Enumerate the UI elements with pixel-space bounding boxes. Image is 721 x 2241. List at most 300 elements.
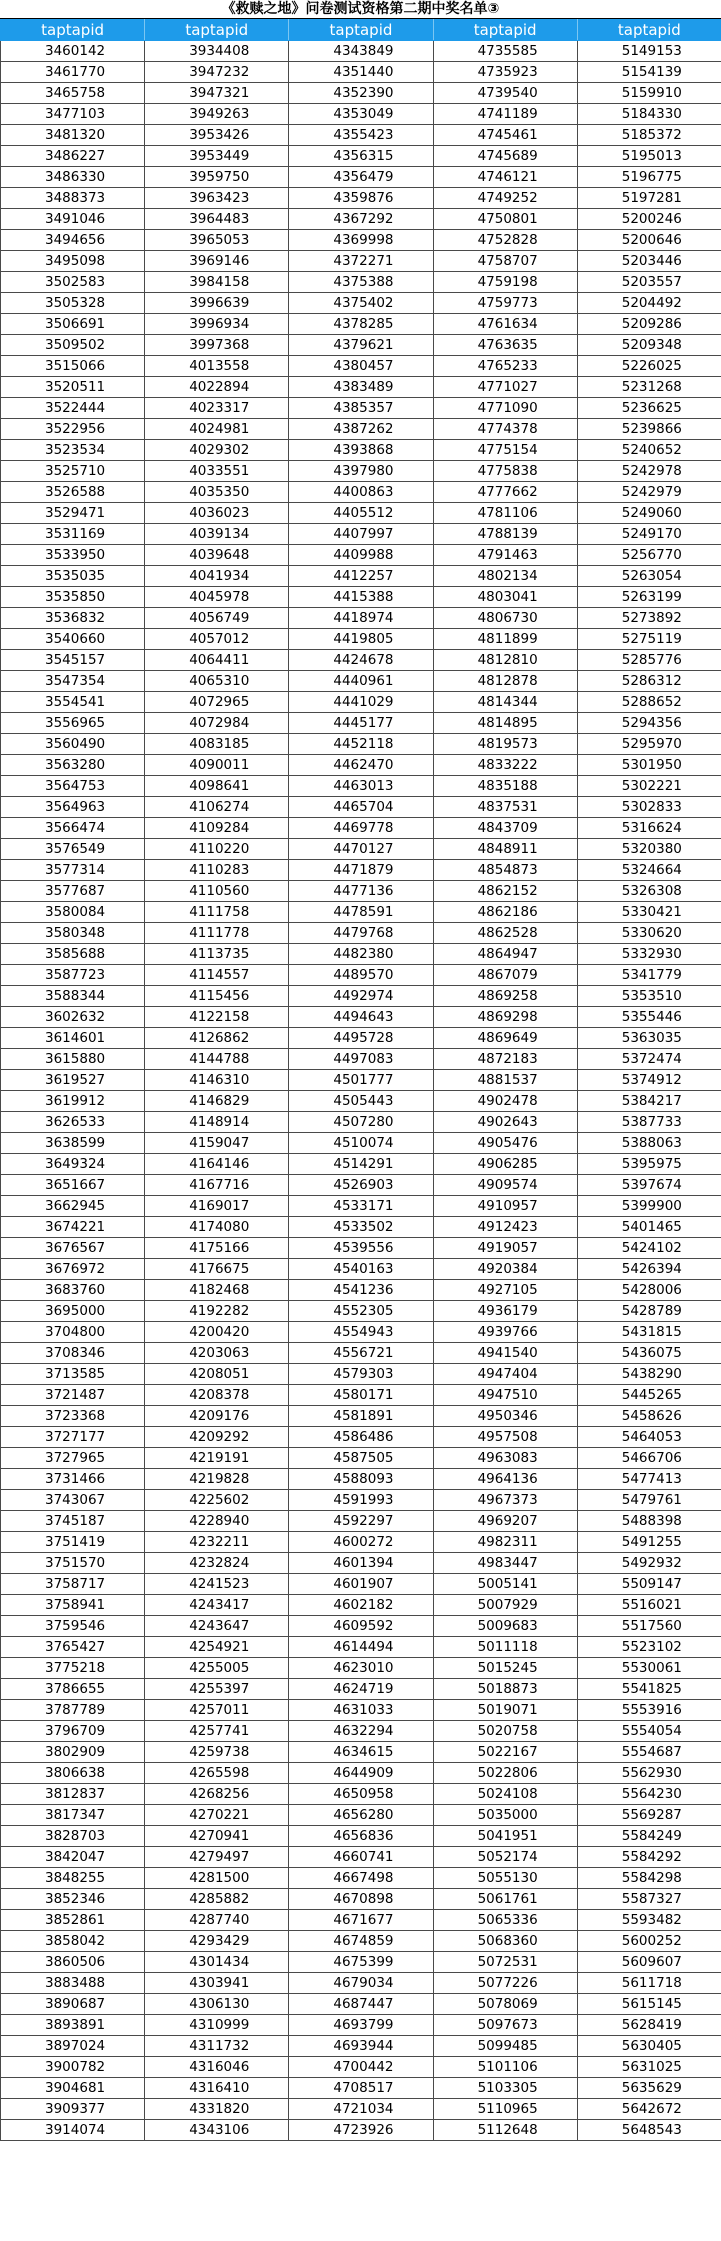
taptapid-cell: 4445177 — [289, 713, 433, 734]
taptapid-cell: 5458626 — [577, 1406, 721, 1427]
taptapid-cell: 4418974 — [289, 608, 433, 629]
taptapid-cell: 3662945 — [1, 1196, 145, 1217]
taptapid-cell: 3969146 — [145, 251, 289, 272]
taptapid-cell: 5492932 — [577, 1553, 721, 1574]
taptapid-cell: 4765233 — [433, 356, 577, 377]
taptapid-cell: 3996639 — [145, 293, 289, 314]
taptapid-cell: 5242978 — [577, 461, 721, 482]
taptapid-cell: 3588344 — [1, 986, 145, 1007]
table-row — [1, 377, 721, 398]
taptapid-cell: 5541825 — [577, 1679, 721, 1700]
taptapid-cell: 3615880 — [1, 1049, 145, 1070]
taptapid-cell: 4872183 — [433, 1049, 577, 1070]
taptapid-cell: 3959750 — [145, 167, 289, 188]
taptapid-cell: 3806638 — [1, 1763, 145, 1784]
table-row — [1, 482, 721, 503]
taptapid-cell: 3676972 — [1, 1259, 145, 1280]
taptapid-cell: 5363035 — [577, 1028, 721, 1049]
taptapid-cell: 4397980 — [289, 461, 433, 482]
table-row — [1, 1364, 721, 1385]
taptapid-cell: 5055130 — [433, 1868, 577, 1889]
table-row — [1, 104, 721, 125]
taptapid-cell: 5159910 — [577, 83, 721, 104]
table-row — [1, 1889, 721, 1910]
table-row — [1, 2015, 721, 2036]
taptapid-cell: 4343106 — [145, 2120, 289, 2141]
taptapid-cell: 4407997 — [289, 524, 433, 545]
taptapid-cell: 3491046 — [1, 209, 145, 230]
table-row — [1, 83, 721, 104]
table-row — [1, 566, 721, 587]
taptapid-cell: 4111778 — [145, 923, 289, 944]
table-row — [1, 1406, 721, 1427]
taptapid-cell: 4910957 — [433, 1196, 577, 1217]
table-row — [1, 734, 721, 755]
taptapid-cell: 4225602 — [145, 1490, 289, 1511]
taptapid-cell: 3751570 — [1, 1553, 145, 1574]
taptapid-cell: 4867079 — [433, 965, 577, 986]
taptapid-cell: 4947404 — [433, 1364, 577, 1385]
taptapid-cell: 4083185 — [145, 734, 289, 755]
taptapid-cell: 4148914 — [145, 1112, 289, 1133]
taptapid-cell: 4745461 — [433, 125, 577, 146]
table-row — [1, 818, 721, 839]
taptapid-cell: 4947510 — [433, 1385, 577, 1406]
taptapid-cell: 3495098 — [1, 251, 145, 272]
taptapid-cell: 4111758 — [145, 902, 289, 923]
taptapid-cell: 3964483 — [145, 209, 289, 230]
table-row — [1, 503, 721, 524]
table-row — [1, 356, 721, 377]
taptapid-cell: 3775218 — [1, 1658, 145, 1679]
taptapid-cell: 4232824 — [145, 1553, 289, 1574]
taptapid-cell: 4303941 — [145, 1973, 289, 1994]
taptapid-cell: 3852861 — [1, 1910, 145, 1931]
taptapid-cell: 5523102 — [577, 1637, 721, 1658]
taptapid-cell: 4749252 — [433, 188, 577, 209]
taptapid-cell: 4415388 — [289, 587, 433, 608]
taptapid-cell: 4591993 — [289, 1490, 433, 1511]
table-row — [1, 1700, 721, 1721]
taptapid-cell: 4602182 — [289, 1595, 433, 1616]
taptapid-cell: 4470127 — [289, 839, 433, 860]
taptapid-cell: 5388063 — [577, 1133, 721, 1154]
taptapid-cell: 3587723 — [1, 965, 145, 986]
taptapid-cell: 5372474 — [577, 1049, 721, 1070]
taptapid-cell: 4469778 — [289, 818, 433, 839]
taptapid-cell: 5101106 — [433, 2057, 577, 2078]
taptapid-cell: 4656836 — [289, 1826, 433, 1847]
taptapid-cell: 4586486 — [289, 1427, 433, 1448]
taptapid-cell: 5553916 — [577, 1700, 721, 1721]
taptapid-cell: 5341779 — [577, 965, 721, 986]
taptapid-cell: 5584292 — [577, 1847, 721, 1868]
taptapid-cell: 4494643 — [289, 1007, 433, 1028]
taptapid-cell: 4902478 — [433, 1091, 577, 1112]
taptapid-cell: 5286312 — [577, 671, 721, 692]
table-row — [1, 1973, 721, 1994]
table-row — [1, 2078, 721, 2099]
taptapid-cell: 4270941 — [145, 1826, 289, 1847]
taptapid-cell: 4310999 — [145, 2015, 289, 2036]
table-row — [1, 188, 721, 209]
taptapid-cell: 5007929 — [433, 1595, 577, 1616]
taptapid-cell: 4501777 — [289, 1070, 433, 1091]
taptapid-cell: 3533950 — [1, 545, 145, 566]
taptapid-cell: 3934408 — [145, 41, 289, 62]
table-row — [1, 755, 721, 776]
taptapid-cell: 4741189 — [433, 104, 577, 125]
taptapid-cell: 3817347 — [1, 1805, 145, 1826]
table-row — [1, 146, 721, 167]
taptapid-cell: 4814895 — [433, 713, 577, 734]
taptapid-cell: 4581891 — [289, 1406, 433, 1427]
taptapid-cell: 5065336 — [433, 1910, 577, 1931]
taptapid-cell: 4854873 — [433, 860, 577, 881]
taptapid-cell: 5517560 — [577, 1616, 721, 1637]
taptapid-cell: 4090011 — [145, 755, 289, 776]
taptapid-cell: 3461770 — [1, 62, 145, 83]
taptapid-cell: 4700442 — [289, 2057, 433, 2078]
taptapid-cell: 3563280 — [1, 755, 145, 776]
taptapid-cell: 4359876 — [289, 188, 433, 209]
table-row — [1, 1238, 721, 1259]
taptapid-cell: 4939766 — [433, 1322, 577, 1343]
taptapid-cell: 5424102 — [577, 1238, 721, 1259]
taptapid-cell: 3506691 — [1, 314, 145, 335]
taptapid-cell: 5587327 — [577, 1889, 721, 1910]
taptapid-cell: 3721487 — [1, 1385, 145, 1406]
table-row — [1, 1490, 721, 1511]
taptapid-cell: 4912423 — [433, 1217, 577, 1238]
taptapid-cell: 3545157 — [1, 650, 145, 671]
taptapid-cell: 4819573 — [433, 734, 577, 755]
taptapid-cell: 3556965 — [1, 713, 145, 734]
taptapid-cell: 5491255 — [577, 1532, 721, 1553]
table-row — [1, 902, 721, 923]
taptapid-cell: 5399900 — [577, 1196, 721, 1217]
taptapid-cell: 5477413 — [577, 1469, 721, 1490]
taptapid-cell: 5562930 — [577, 1763, 721, 1784]
taptapid-cell: 5397674 — [577, 1175, 721, 1196]
taptapid-cell: 3858042 — [1, 1931, 145, 1952]
taptapid-cell: 4837531 — [433, 797, 577, 818]
taptapid-cell: 4254921 — [145, 1637, 289, 1658]
taptapid-cell: 4146829 — [145, 1091, 289, 1112]
taptapid-cell: 4114557 — [145, 965, 289, 986]
table-row — [1, 398, 721, 419]
taptapid-cell: 5203557 — [577, 272, 721, 293]
taptapid-cell: 3953449 — [145, 146, 289, 167]
taptapid-cell: 5209348 — [577, 335, 721, 356]
table-row — [1, 1616, 721, 1637]
taptapid-cell: 4241523 — [145, 1574, 289, 1595]
taptapid-cell: 4670898 — [289, 1889, 433, 1910]
taptapid-cell: 5110965 — [433, 2099, 577, 2120]
table-row — [1, 1763, 721, 1784]
taptapid-cell: 3481320 — [1, 125, 145, 146]
taptapid-cell: 4301434 — [145, 1952, 289, 1973]
taptapid-cell: 4864947 — [433, 944, 577, 965]
taptapid-cell: 4675399 — [289, 1952, 433, 1973]
table-row — [1, 230, 721, 251]
taptapid-cell: 5209286 — [577, 314, 721, 335]
taptapid-cell: 4219828 — [145, 1469, 289, 1490]
taptapid-cell: 4957508 — [433, 1427, 577, 1448]
taptapid-cell: 4623010 — [289, 1658, 433, 1679]
taptapid-cell: 3614601 — [1, 1028, 145, 1049]
taptapid-cell: 5530061 — [577, 1658, 721, 1679]
taptapid-cell: 3523534 — [1, 440, 145, 461]
taptapid-cell: 5374912 — [577, 1070, 721, 1091]
taptapid-cell: 3554541 — [1, 692, 145, 713]
table-row — [1, 1910, 721, 1931]
taptapid-cell: 4631033 — [289, 1700, 433, 1721]
table-row — [1, 1658, 721, 1679]
taptapid-cell: 5316624 — [577, 818, 721, 839]
taptapid-cell: 5431815 — [577, 1322, 721, 1343]
taptapid-cell: 4964136 — [433, 1469, 577, 1490]
table-row — [1, 1322, 721, 1343]
taptapid-cell: 4723926 — [289, 2120, 433, 2141]
taptapid-cell: 4862186 — [433, 902, 577, 923]
taptapid-cell: 4963083 — [433, 1448, 577, 1469]
taptapid-cell: 5196775 — [577, 167, 721, 188]
taptapid-cell: 5330620 — [577, 923, 721, 944]
taptapid-cell: 5611718 — [577, 1973, 721, 1994]
column-header: taptapid — [1, 20, 145, 41]
taptapid-cell: 4761634 — [433, 314, 577, 335]
taptapid-cell: 4693944 — [289, 2036, 433, 2057]
taptapid-cell: 3619912 — [1, 1091, 145, 1112]
taptapid-cell: 5428789 — [577, 1301, 721, 1322]
taptapid-cell: 5200646 — [577, 230, 721, 251]
table-row — [1, 1196, 721, 1217]
taptapid-cell: 4580171 — [289, 1385, 433, 1406]
taptapid-cell: 4045978 — [145, 587, 289, 608]
taptapid-cell: 4674859 — [289, 1931, 433, 1952]
taptapid-cell: 3787789 — [1, 1700, 145, 1721]
table-row — [1, 776, 721, 797]
taptapid-cell: 3676567 — [1, 1238, 145, 1259]
taptapid-cell: 4255397 — [145, 1679, 289, 1700]
taptapid-cell: 4463013 — [289, 776, 433, 797]
taptapid-cell: 5061761 — [433, 1889, 577, 1910]
taptapid-cell: 3713585 — [1, 1364, 145, 1385]
taptapid-cell: 4255005 — [145, 1658, 289, 1679]
taptapid-cell: 5009683 — [433, 1616, 577, 1637]
table-row — [1, 1511, 721, 1532]
taptapid-cell: 3731466 — [1, 1469, 145, 1490]
taptapid-cell: 4351440 — [289, 62, 433, 83]
taptapid-cell: 5035000 — [433, 1805, 577, 1826]
taptapid-cell: 4774378 — [433, 419, 577, 440]
table-row — [1, 671, 721, 692]
taptapid-cell: 4632294 — [289, 1721, 433, 1742]
taptapid-cell: 4759773 — [433, 293, 577, 314]
taptapid-cell: 4478591 — [289, 902, 433, 923]
taptapid-cell: 4419805 — [289, 629, 433, 650]
taptapid-cell: 3883488 — [1, 1973, 145, 1994]
taptapid-cell: 5204492 — [577, 293, 721, 314]
taptapid-cell: 4909574 — [433, 1175, 577, 1196]
taptapid-cell: 3560490 — [1, 734, 145, 755]
taptapid-cell: 4169017 — [145, 1196, 289, 1217]
taptapid-cell: 3535850 — [1, 587, 145, 608]
taptapid-cell: 4588093 — [289, 1469, 433, 1490]
taptapid-cell: 4848911 — [433, 839, 577, 860]
taptapid-cell: 3904681 — [1, 2078, 145, 2099]
table-row — [1, 986, 721, 1007]
taptapid-cell: 4343849 — [289, 41, 433, 62]
taptapid-cell: 3704800 — [1, 1322, 145, 1343]
taptapid-cell: 4380457 — [289, 356, 433, 377]
taptapid-cell: 4771027 — [433, 377, 577, 398]
taptapid-cell: 5426394 — [577, 1259, 721, 1280]
table-row — [1, 1847, 721, 1868]
table-row — [1, 1679, 721, 1700]
taptapid-cell: 4750801 — [433, 209, 577, 230]
taptapid-cell: 4072984 — [145, 713, 289, 734]
taptapid-cell: 5569287 — [577, 1805, 721, 1826]
taptapid-cell: 3564963 — [1, 797, 145, 818]
table-body — [1, 41, 721, 2141]
taptapid-cell: 3460142 — [1, 41, 145, 62]
taptapid-cell: 4203063 — [145, 1343, 289, 1364]
taptapid-cell: 5072531 — [433, 1952, 577, 1973]
table-row — [1, 1532, 721, 1553]
taptapid-cell: 3626533 — [1, 1112, 145, 1133]
taptapid-cell: 3909377 — [1, 2099, 145, 2120]
taptapid-cell: 5103305 — [433, 2078, 577, 2099]
taptapid-cell: 4806730 — [433, 608, 577, 629]
taptapid-cell: 4526903 — [289, 1175, 433, 1196]
table-row — [1, 209, 721, 230]
taptapid-cell: 4176675 — [145, 1259, 289, 1280]
table-row — [1, 62, 721, 83]
taptapid-cell: 4228940 — [145, 1511, 289, 1532]
table-row — [1, 1994, 721, 2015]
taptapid-cell: 5288652 — [577, 692, 721, 713]
taptapid-cell: 3585688 — [1, 944, 145, 965]
table-row — [1, 1154, 721, 1175]
table-row — [1, 1427, 721, 1448]
taptapid-cell: 3953426 — [145, 125, 289, 146]
taptapid-cell: 4316410 — [145, 2078, 289, 2099]
taptapid-cell: 3619527 — [1, 1070, 145, 1091]
taptapid-cell: 3505328 — [1, 293, 145, 314]
taptapid-cell: 4905476 — [433, 1133, 577, 1154]
taptapid-cell: 3860506 — [1, 1952, 145, 1973]
taptapid-cell: 4552305 — [289, 1301, 433, 1322]
taptapid-cell: 3848255 — [1, 1868, 145, 1889]
taptapid-cell: 5584249 — [577, 1826, 721, 1847]
taptapid-cell: 4735585 — [433, 41, 577, 62]
taptapid-cell: 4355423 — [289, 125, 433, 146]
taptapid-cell: 4746121 — [433, 167, 577, 188]
taptapid-cell: 5203446 — [577, 251, 721, 272]
table-row — [1, 1784, 721, 1805]
taptapid-cell: 4587505 — [289, 1448, 433, 1469]
taptapid-cell: 4869649 — [433, 1028, 577, 1049]
taptapid-cell: 4412257 — [289, 566, 433, 587]
table-row — [1, 713, 721, 734]
table-row — [1, 461, 721, 482]
table-row — [1, 1343, 721, 1364]
taptapid-cell: 4035350 — [145, 482, 289, 503]
taptapid-cell: 5387733 — [577, 1112, 721, 1133]
taptapid-cell: 5078069 — [433, 1994, 577, 2015]
taptapid-cell: 4609592 — [289, 1616, 433, 1637]
taptapid-cell: 5554054 — [577, 1721, 721, 1742]
taptapid-cell: 4950346 — [433, 1406, 577, 1427]
taptapid-cell: 4182468 — [145, 1280, 289, 1301]
taptapid-cell: 4812878 — [433, 671, 577, 692]
taptapid-cell: 4375402 — [289, 293, 433, 314]
taptapid-cell: 5185372 — [577, 125, 721, 146]
taptapid-cell: 4036023 — [145, 503, 289, 524]
taptapid-cell: 5022167 — [433, 1742, 577, 1763]
taptapid-cell: 5564230 — [577, 1784, 721, 1805]
taptapid-cell: 4462470 — [289, 755, 433, 776]
taptapid-cell: 5488398 — [577, 1511, 721, 1532]
taptapid-cell: 5052174 — [433, 1847, 577, 1868]
taptapid-cell: 5263054 — [577, 566, 721, 587]
taptapid-cell: 5445265 — [577, 1385, 721, 1406]
taptapid-cell: 3796709 — [1, 1721, 145, 1742]
taptapid-cell: 4293429 — [145, 1931, 289, 1952]
table-row — [1, 314, 721, 335]
taptapid-cell: 4758707 — [433, 251, 577, 272]
table-row — [1, 1553, 721, 1574]
taptapid-cell: 3758941 — [1, 1595, 145, 1616]
taptapid-cell: 4400863 — [289, 482, 433, 503]
taptapid-cell: 4279497 — [145, 1847, 289, 1868]
table-row — [1, 1385, 721, 1406]
taptapid-cell: 4379621 — [289, 335, 433, 356]
taptapid-cell: 4113735 — [145, 944, 289, 965]
taptapid-cell: 5355446 — [577, 1007, 721, 1028]
taptapid-cell: 4802134 — [433, 566, 577, 587]
taptapid-cell: 3580084 — [1, 902, 145, 923]
taptapid-cell: 5428006 — [577, 1280, 721, 1301]
taptapid-cell: 5295970 — [577, 734, 721, 755]
taptapid-cell: 4200420 — [145, 1322, 289, 1343]
taptapid-cell: 4624719 — [289, 1679, 433, 1700]
table-row — [1, 524, 721, 545]
taptapid-cell: 4862152 — [433, 881, 577, 902]
table-row — [1, 860, 721, 881]
taptapid-cell: 4693799 — [289, 2015, 433, 2036]
taptapid-cell: 4920384 — [433, 1259, 577, 1280]
taptapid-cell: 5149153 — [577, 41, 721, 62]
taptapid-cell: 5479761 — [577, 1490, 721, 1511]
taptapid-cell: 3828703 — [1, 1826, 145, 1847]
taptapid-cell: 4098641 — [145, 776, 289, 797]
taptapid-cell: 3515066 — [1, 356, 145, 377]
table-row — [1, 839, 721, 860]
taptapid-cell: 4634615 — [289, 1742, 433, 1763]
taptapid-cell: 4268256 — [145, 1784, 289, 1805]
taptapid-cell: 4219191 — [145, 1448, 289, 1469]
taptapid-cell: 3758717 — [1, 1574, 145, 1595]
taptapid-cell: 3852346 — [1, 1889, 145, 1910]
taptapid-cell: 4708517 — [289, 2078, 433, 2099]
taptapid-cell: 4687447 — [289, 1994, 433, 2015]
taptapid-cell: 4982311 — [433, 1532, 577, 1553]
taptapid-cell: 3502583 — [1, 272, 145, 293]
taptapid-cell: 4745689 — [433, 146, 577, 167]
